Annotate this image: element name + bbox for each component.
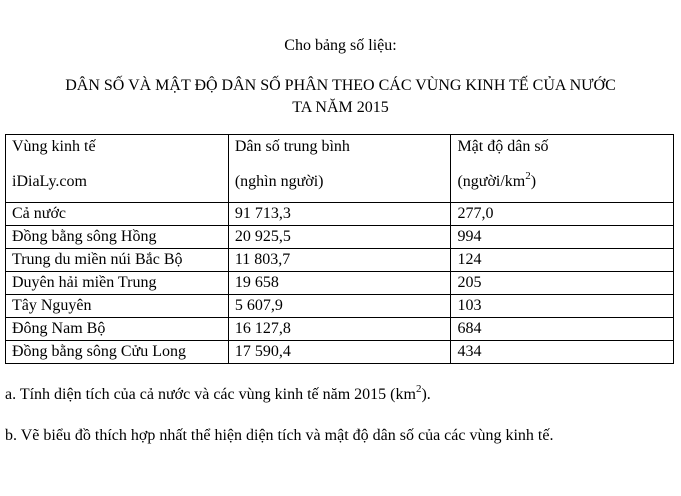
table-header-row	[6, 135, 674, 203]
header-region-watermark: iDiaLy.com	[12, 173, 87, 190]
cell-region: Cả nước	[6, 203, 229, 226]
header-population-label: Dân số trung bình	[234, 138, 350, 155]
header-population-unit: (nghìn người)	[234, 173, 324, 190]
cell-density: 434	[451, 341, 674, 364]
header-region	[6, 135, 229, 203]
cell-population: 16 127,8	[228, 318, 451, 341]
cell-region: Đông Nam Bộ	[6, 318, 229, 341]
table-title	[20, 75, 661, 119]
cell-population: 91 713,3	[228, 203, 451, 226]
cell-density: 124	[451, 249, 674, 272]
question-b: b. Vẽ biểu đồ thích hợp nhất thể hiện diện tích và mật độ dân số của các vùng kinh tế.	[5, 427, 554, 444]
table-row	[6, 318, 674, 341]
data-table	[5, 134, 674, 364]
cell-population: 11 803,7	[228, 249, 451, 272]
cell-density: 994	[451, 226, 674, 249]
intro-text: Cho bảng số liệu:	[284, 37, 397, 54]
cell-density: 277,0	[451, 203, 674, 226]
table-row	[6, 295, 674, 318]
cell-region: Duyên hải miền Trung	[6, 272, 229, 295]
cell-region: Tây Nguyên	[6, 295, 229, 318]
cell-population: 20 925,5	[228, 226, 451, 249]
table-title-line2: TA NĂM 2015	[292, 99, 389, 116]
question-a: a. Tính diện tích của cả nước và các vùng kinh tế năm 2015 $(km^2)$.	[5, 382, 431, 403]
header-density-unit: $(người/km^2)$	[457, 169, 537, 190]
header-population	[228, 135, 451, 203]
cell-population: 5 607,9	[228, 295, 451, 318]
table-title-line1: DÂN SỐ VÀ MẬT ĐỘ DÂN SỐ PHÂN THEO CÁC VÙNG KINH TẾ CỦA NƯỚC	[65, 77, 616, 94]
table-row	[6, 341, 674, 364]
table-row	[6, 272, 674, 295]
cell-density: 684	[451, 318, 674, 341]
header-density-label: Mật độ dân số	[457, 138, 549, 155]
table-row	[6, 203, 674, 226]
cell-region: Đồng bằng sông Hồng	[6, 226, 229, 249]
cell-region: Trung du miền núi Bắc Bộ	[6, 249, 229, 272]
header-density	[451, 135, 674, 203]
table-row	[6, 226, 674, 249]
cell-region: Đồng bằng sông Cửu Long	[6, 341, 229, 364]
cell-population: 19 658	[228, 272, 451, 295]
cell-density: 103	[451, 295, 674, 318]
cell-density: 205	[451, 272, 674, 295]
cell-population: 17 590,4	[228, 341, 451, 364]
header-region-label: Vùng kinh tế	[12, 138, 96, 155]
table-row	[6, 249, 674, 272]
